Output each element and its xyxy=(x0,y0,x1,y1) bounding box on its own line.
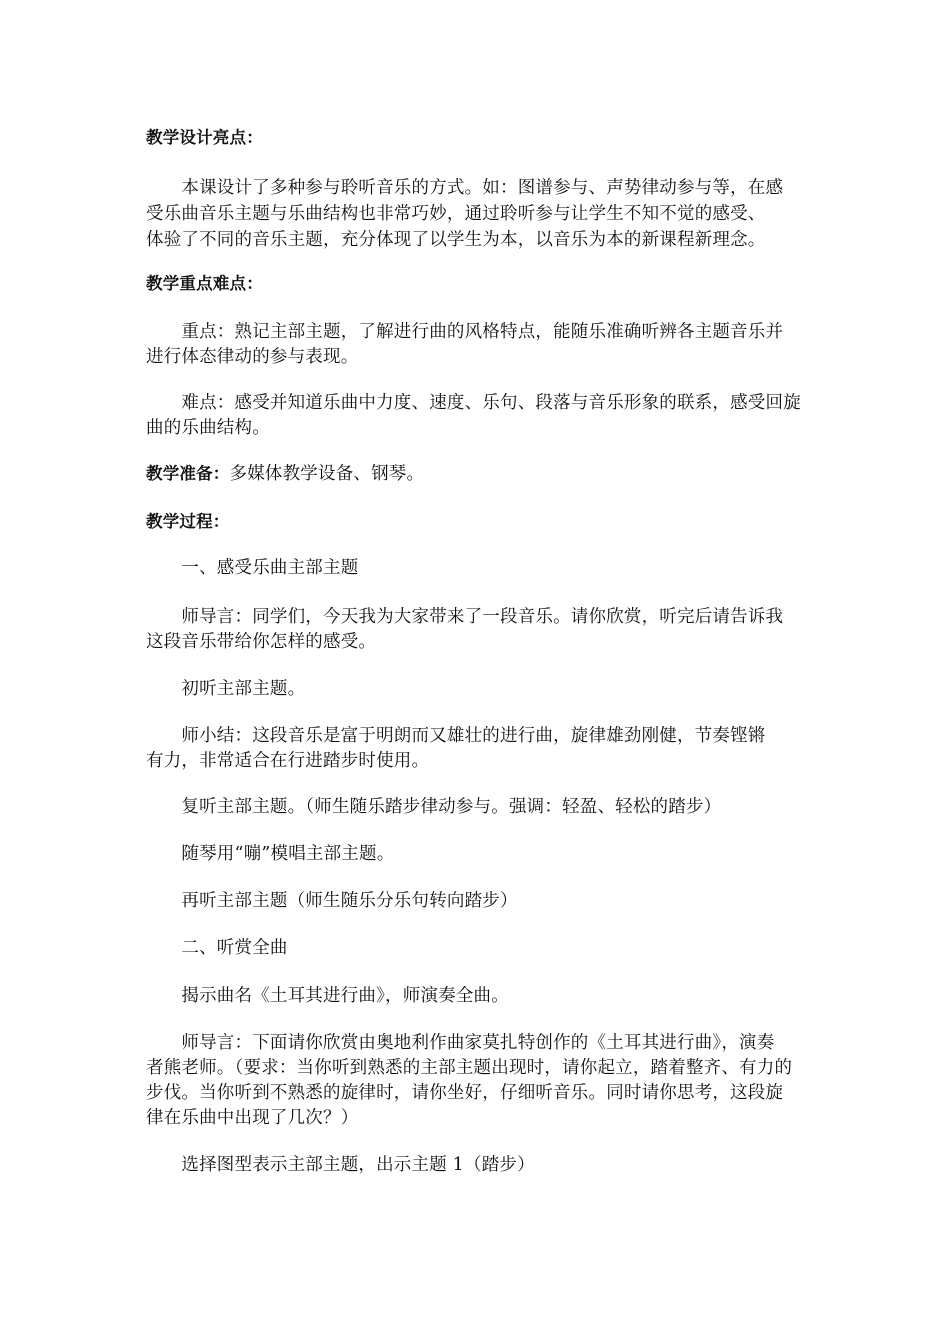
paragraph-line: 进行体态律动的参与表现。 xyxy=(146,347,359,367)
paragraph-line: 受乐曲音乐主题与乐曲结构也非常巧妙，通过聆听参与让学生不知不觉的感受、 xyxy=(146,204,766,224)
paragraph-line: 有力，非常适合在行进踏步时使用。 xyxy=(146,751,430,771)
paragraph-line: 再听主部主题（师生随乐分乐句转向踏步） xyxy=(146,891,518,911)
paragraph-line: 揭示曲名《土耳其进行曲》，师演奏全曲。 xyxy=(146,986,509,1006)
prep-text: 多媒体教学设备、钢琴。 xyxy=(229,464,425,484)
paragraph-line: 师小结：这段音乐是富于明朗而又雄壮的进行曲，旋律雄劲刚健，节奏铿锵 xyxy=(146,726,766,746)
paragraph-line: 律在乐曲中出现了几次？） xyxy=(146,1108,359,1128)
paragraph-line: 复听主部主题。（师生随乐踏步律动参与。强调：轻盈、轻松的踏步） xyxy=(146,797,722,817)
heading-process: 教学过程： xyxy=(146,512,230,531)
paragraph-line: 这段音乐带给你怎样的感受。 xyxy=(146,632,377,652)
paragraph-line: 曲的乐曲结构。 xyxy=(146,418,270,438)
paragraph-line: 选择图型表示主部主题，出示主题 1（踏步） xyxy=(146,1155,535,1175)
paragraph-line: 初听主部主题。 xyxy=(146,679,306,699)
paragraph-line: 随琴用“嘣”模唱主部主题。 xyxy=(146,844,395,864)
section-heading: 一、感受乐曲主部主题 xyxy=(146,558,359,578)
paragraph-line: 体验了不同的音乐主题，充分体现了以学生为本，以音乐为本的新课程新理念。 xyxy=(146,230,766,250)
paragraph-line: 者熊老师。（要求：当你听到熟悉的主部主题出现时，请你起立，踏着整齐、有力的 xyxy=(146,1058,793,1078)
prep-label: 教学准备： xyxy=(146,464,230,483)
paragraph-line: 步伐。当你听到不熟悉的旋律时，请你坐好，仔细听音乐。同时请你思考，这段旋 xyxy=(146,1083,784,1103)
paragraph-line: 师导言：同学们，今天我为大家带来了一段音乐。请你欣赏，听完后请告诉我 xyxy=(146,607,784,627)
paragraph-line: 难点：感受并知道乐曲中力度、速度、乐句、段落与音乐形象的联系，感受回旋 xyxy=(146,393,801,413)
prep-line xyxy=(146,462,816,486)
heading-highlights: 教学设计亮点： xyxy=(146,128,263,147)
paragraph-line: 师导言：下面请你欣赏由奥地利作曲家莫扎特创作的《土耳其进行曲》，演奏 xyxy=(146,1033,775,1053)
section-heading: 二、听赏全曲 xyxy=(146,938,288,958)
paragraph-line: 本课设计了多种参与聆听音乐的方式。如：图谱参与、声势律动参与等，在感 xyxy=(146,178,784,198)
heading-key-points: 教学重点难点： xyxy=(146,274,263,293)
paragraph-line: 重点：熟记主部主题，了解进行曲的风格特点，能随乐准确听辨各主题音乐并 xyxy=(146,322,784,342)
